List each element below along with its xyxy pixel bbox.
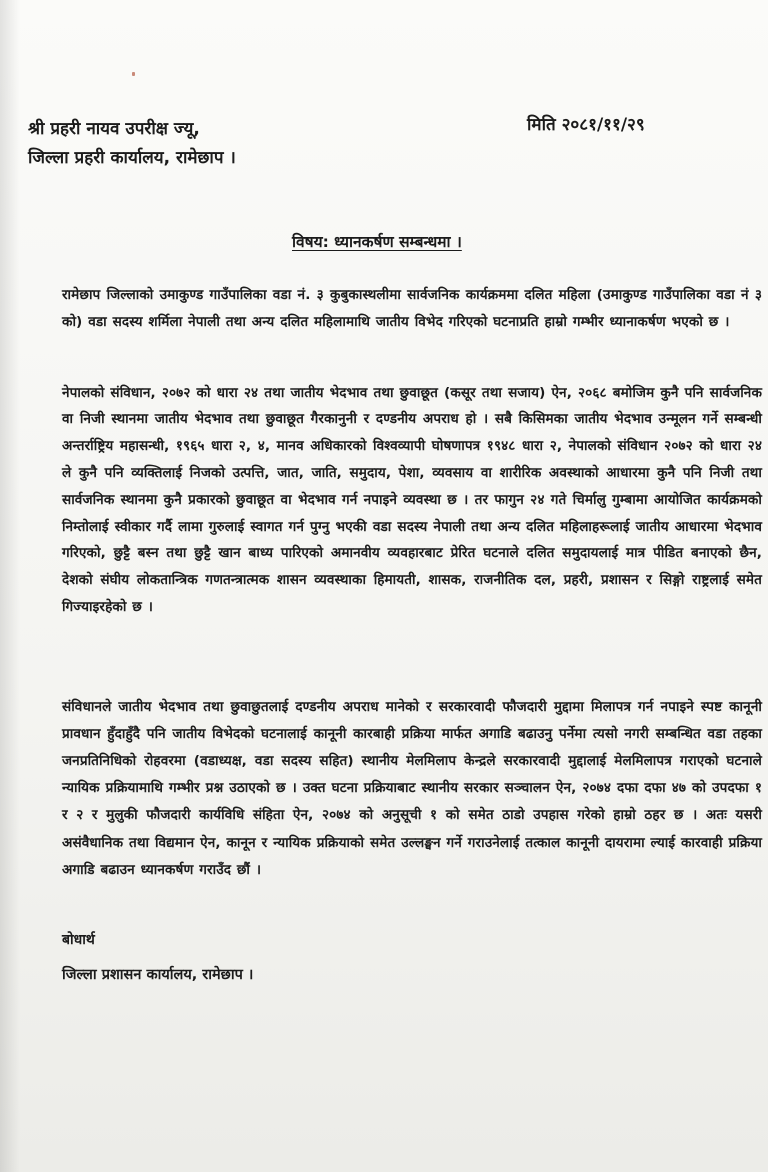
addressee-block [28, 115, 236, 173]
page-edge-shadow [0, 0, 20, 1172]
body-paragraph-2: नेपालको संविधान, २०७२ को धारा २४ तथा जातीय भेदभाव तथा छुवाछूत (कसूर तथा सजाय) ऐन, २०६८ बमोजिम कुनै पनि सार्वजनिक वा निजी स्थानमा जातीय भेदभाव तथा छुवाछूत गैरकानुनी र दण्डनीय अपराध हो । सबै किसिमका जातीय भेदभाव उन्मूलन गर्ने सम्बन्धी अन्तर्राष्ट्रिय महासन्धी, १९६५ धारा २, ४, मानव अधिकारको विश्वव्यापी घोषणापत्र १९४८ धारा २, नेपालको संविधान २०७२ को धारा २४ ले कुनै पनि व्यक्तिलाई निजको उत्पत्ति, जात, जाति, समुदाय, पेशा, व्यवसाय वा शारीरिक अवस्थाको आधारमा कुनै पनि निजी तथा सार्वजनिक स्थानमा कुनै प्रकारको छुवाछूत वा भेदभाव गर्न नपाइने व्यवस्था छ । तर फागुन २४ गते चिर्मालु गुम्बामा आयोजित कार्यक्रमको निम्तोलाई स्वीकार गर्दै लामा गुरुलाई स्वागत गर्न पुग्नु भएकी वडा सदस्य नेपाली तथा अन्य दलित महिलाहरूलाई जातीय आधारमा भेदभाव गरिएको, छुट्टै बस्न तथा छुट्टै खान बाध्य पारिएको अमानवीय व्यवहारबाट प्रेरित घटनाले दलित समुदायलाई मात्र पीडित बनाएको छैन, देशको संघीय लोकतान्त्रिक गणतन्त्रात्मक शासन व्यवस्थाका हिमायती, शासक, राजनीतिक दल, प्रहरी, प्रशासन र सिङ्गो राष्ट्रलाई समेत गिज्याइरहेको छ । [62, 384, 762, 615]
paper-speck [132, 72, 135, 76]
body-paragraph-1: रामेछाप जिल्लाको उमाकुण्ड गाउँपालिका वडा नं. ३ कुबुकास्थलीमा सार्वजनिक कार्यक्रममा दलित महिला (उमाकुण्ड गाउँपालिका वडा नं ३ को) वडा सदस्य शर्मिला नेपाली तथा अन्य दलित महिलामाथि जातीय विभेद गरिएको घटनाप्रति हाम्रो गम्भीर ध्यानाकर्षण भएको छ । [62, 286, 762, 330]
addressee-title: श्री प्रहरी नायव उपरीक्ष ज्यू, [28, 119, 200, 139]
letter-subject: विषय: ध्यानकर्षण सम्बन्धमा । [292, 233, 462, 251]
letter-date: मिति २०८१/११/२९ [527, 115, 645, 135]
addressee-office: जिल्ला प्रहरी कार्यालय, रामेछाप । [28, 148, 236, 168]
cc-office: जिल्ला प्रशासन कार्यालय, रामेछाप । [62, 967, 254, 983]
body-paragraph-3: संविधानले जातीय भेदभाव तथा छुवाछुतलाई दण्डनीय अपराध मानेको र सरकारवादी फौजदारी मुद्दामा मिलापत्र गर्न नपाइने स्पष्ट कानूनी प्रावधान हुँदाहुँदै पनि जातीय विभेदको घटनालाई कानूनी कारबाही प्रक्रिया मार्फत अगाडि बढाउनु पर्नेमा त्यसो नगरी सम्बन्धित वडा तहका जनप्रतिनिधिको रोहवरमा (वडाध्यक्ष, वडा सदस्य सहित) स्थानीय मेलमिलाप केन्द्रले सरकारवादी मुद्दालाई मेलमिलापत्र गराएको घटनाले न्यायिक प्रक्रियामाथि गम्भीर प्रश्न उठाएको छ । उक्त घटना प्रक्रियाबाट स्थानीय सरकार सञ्चालन ऐन, २०७४ दफा दफा ४७ को उपदफा १ र २ र मुलुकी फौजदारी कार्यविधि संहिता ऐन, २०७४ को अनुसूची १ को समेत ठाडो उपहास गरेको हाम्रो ठहर छ । अतः यसरी असंवैधानिक तथा विद्यमान ऐन, कानून र न्यायिक प्रक्रियाको समेत उल्लङ्घन गर्ने गराउनेलाई तत्काल कानूनी दायरामा ल्याई कारवाही प्रक्रिया अगाडि बढाउन ध्यानकर्षण गराउँद छौं । [62, 698, 762, 878]
cc-label: बोधार्थ [62, 932, 95, 948]
